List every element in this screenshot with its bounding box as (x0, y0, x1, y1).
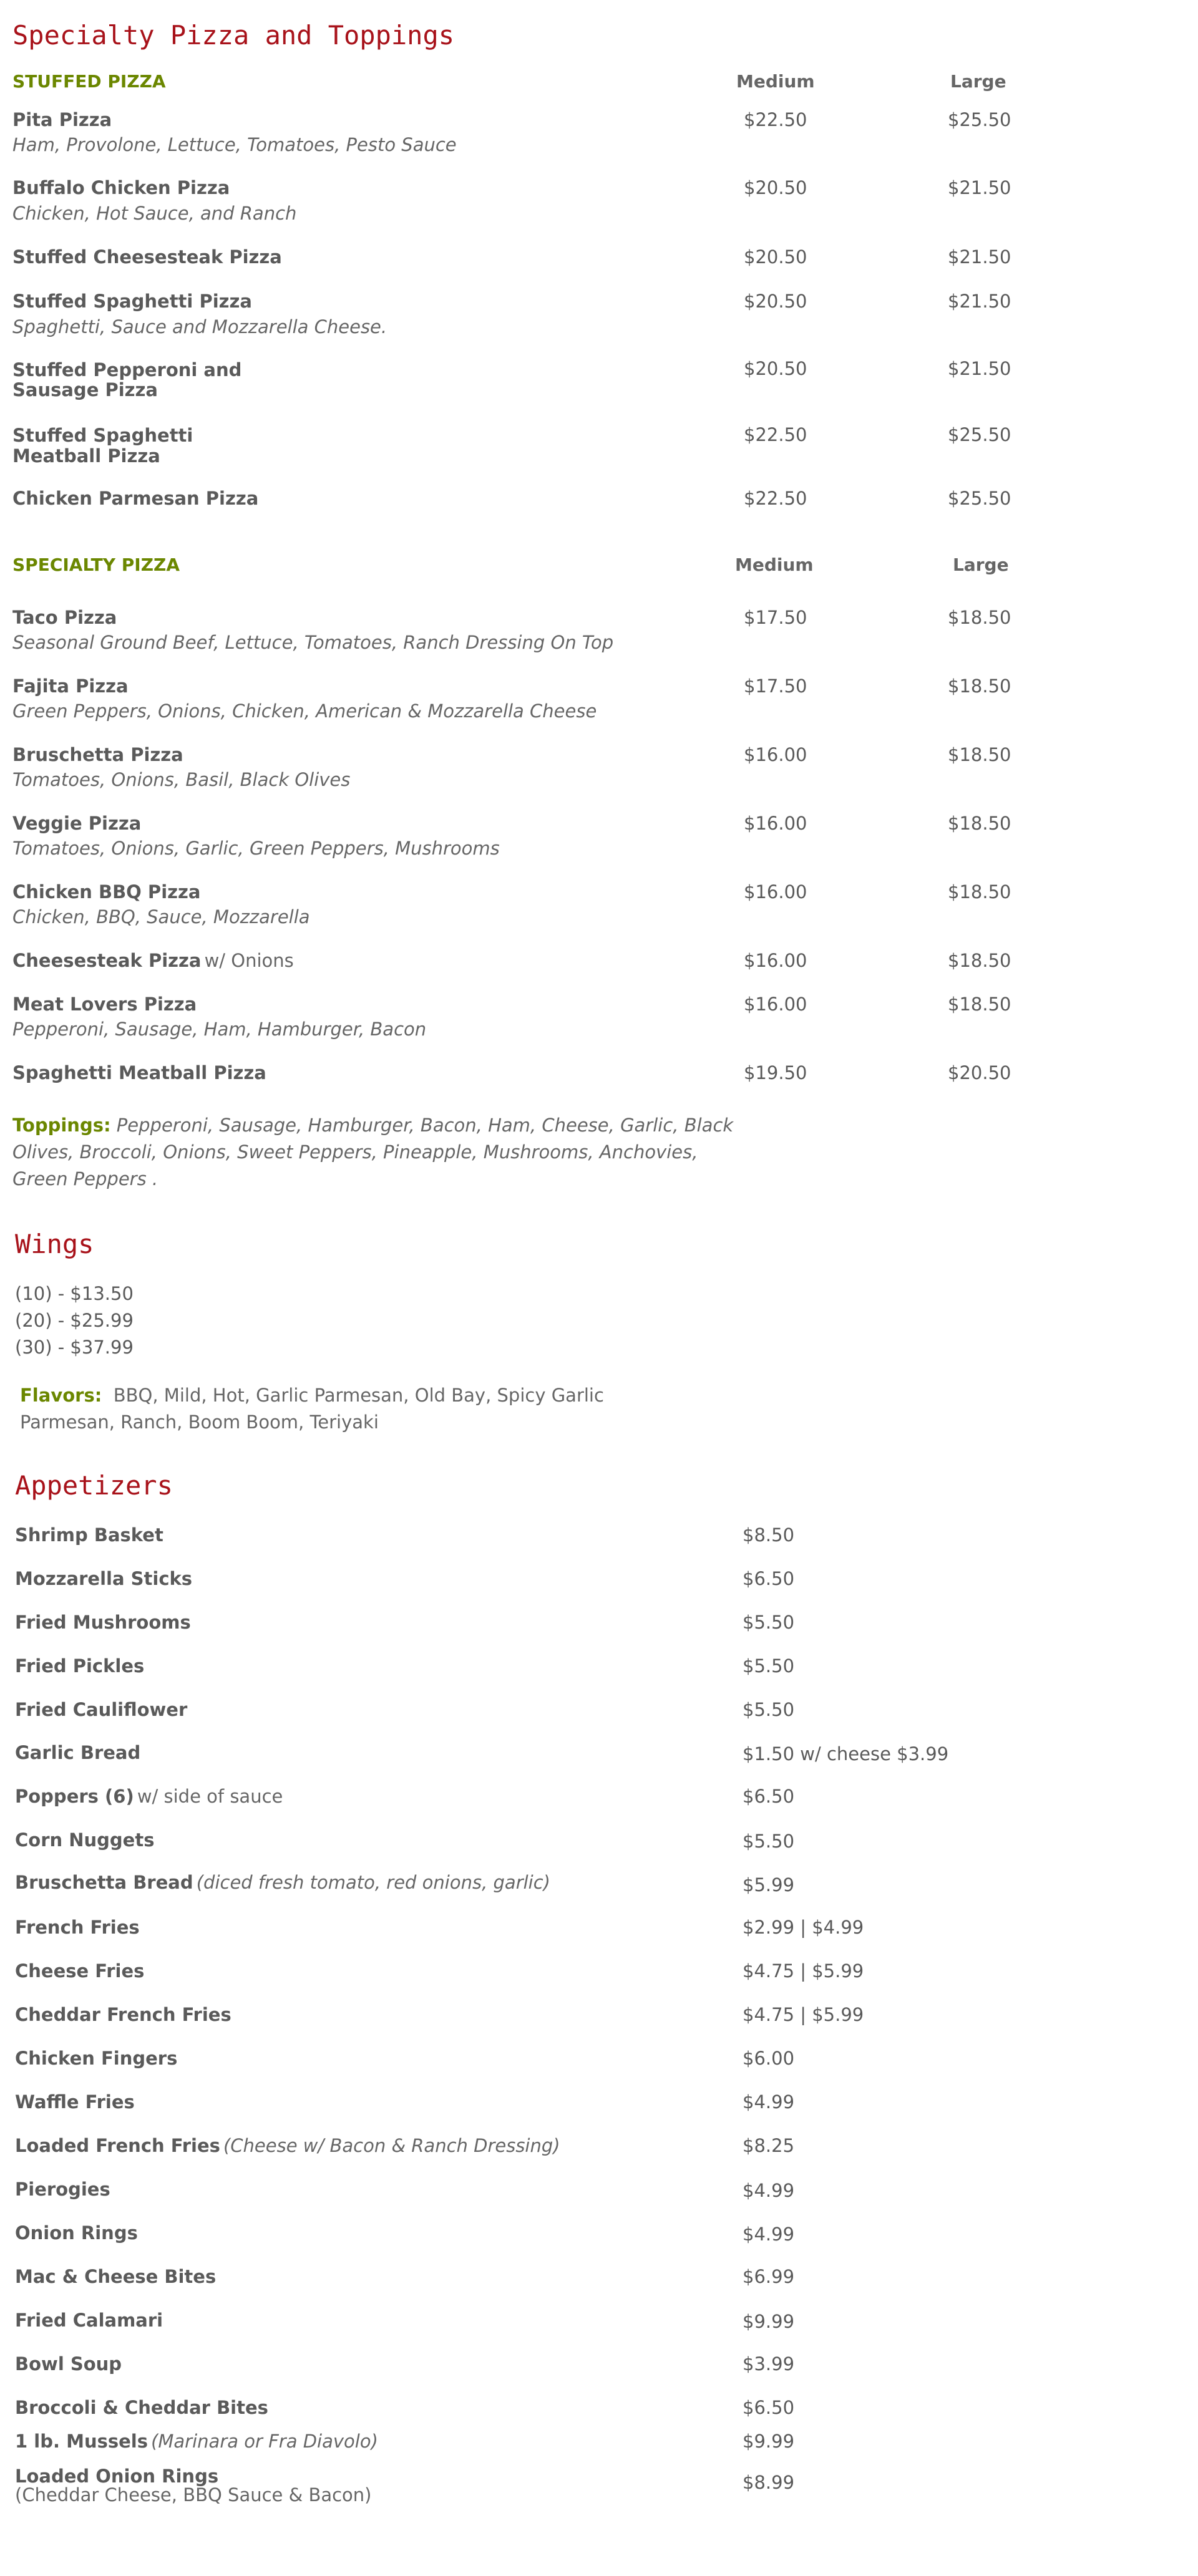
appetizer-name: Fried Cauliflower (15, 1699, 188, 1720)
medium-price: $20.50 (744, 177, 807, 198)
large-price: $18.50 (948, 675, 1011, 697)
menu-item-name: Taco Pizza (12, 607, 117, 628)
appetizer-price: $5.50 (743, 1831, 795, 1852)
menu-item-description: Chicken, BBQ, Sauce, Mozzarella (12, 906, 310, 927)
medium-price: $16.00 (744, 813, 807, 834)
medium-price: $22.50 (744, 109, 807, 130)
specialty-col-medium: Medium (735, 554, 814, 575)
menu-item-name: Stuffed Spaghetti (12, 425, 193, 446)
menu-item-description: Ham, Provolone, Lettuce, Tomatoes, Pesto Sauce (12, 134, 457, 155)
menu-item-description: Chicken, Hot Sauce, and Ranch (12, 203, 297, 224)
appetizer-price: $4.99 (743, 2224, 795, 2245)
appetizer-name: Garlic Bread (15, 1742, 141, 1763)
appetizer-name: Mozzarella Sticks (15, 1568, 193, 1589)
menu-item-name: Bruschetta Pizza (12, 744, 183, 765)
flavors-list: BBQ, Mild, Hot, Garlic Parmesan, Old Bay, Spicy Garlic Parmesan, Ranch, Boom Boom, Teriyaki (20, 1385, 604, 1433)
appetizer-price: $5.50 (743, 1612, 795, 1633)
menu-item-name: Meatball Pizza (12, 445, 160, 467)
menu-item-description: Spaghetti, Sauce and Mozzarella Cheese. (12, 316, 387, 337)
large-price: $25.50 (948, 488, 1011, 509)
appetizer-name: French Fries (15, 1917, 140, 1938)
stuffed-col-medium: Medium (736, 71, 815, 92)
specialty-col-large: Large (953, 554, 1009, 575)
appetizer-price: $8.99 (743, 2472, 795, 2493)
large-price: $25.50 (948, 109, 1011, 130)
wings-section-title: Wings (15, 1229, 94, 1259)
medium-price: $22.50 (744, 488, 807, 509)
menu-item-description: Green Peppers, Onions, Chicken, American & Mozzarella Cheese (12, 700, 597, 722)
menu-item-description: Pepperoni, Sausage, Ham, Hamburger, Bacon (12, 1019, 427, 1040)
appetizer-price: $1.50 w/ cheese $3.99 (743, 1743, 949, 1765)
appetizer-price: $6.50 (743, 2397, 795, 2418)
stuffed-col-large: Large (950, 71, 1006, 92)
appetizer-name: Loaded Onion Rings (15, 2466, 219, 2487)
appetizer-price: $6.50 (743, 1786, 795, 1807)
appetizer-row (15, 1786, 283, 1807)
appetizer-name: Waffle Fries (15, 2091, 135, 2113)
appetizer-description: (Cheese w/ Bacon & Ranch Dressing) (223, 2135, 560, 2156)
appetizer-name: Corn Nuggets (15, 1829, 155, 1851)
large-price: $21.50 (948, 177, 1011, 198)
menu-item-name: Chicken Parmesan Pizza (12, 488, 259, 509)
appetizer-subtext: (Cheddar Cheese, BBQ Sauce & Bacon) (15, 2484, 372, 2506)
appetizer-price: $5.50 (743, 1699, 795, 1720)
appetizer-price: $8.25 (743, 2135, 795, 2156)
appetizer-price: $5.99 (743, 1874, 795, 1896)
menu-item-name: Chicken BBQ Pizza (12, 881, 201, 903)
appetizer-name: Chicken Fingers (15, 2048, 178, 2069)
menu-item-description: Tomatoes, Onions, Garlic, Green Peppers, Mushrooms (12, 838, 500, 859)
appetizer-description: (diced fresh tomato, red onions, garlic) (196, 1872, 550, 1893)
appetizer-name: Bruschetta Bread (15, 1872, 193, 1893)
menu-item-name: Stuffed Pepperoni and (12, 359, 242, 380)
appetizer-name: Broccoli & Cheddar Bites (15, 2397, 268, 2418)
appetizer-price: $2.99 | $4.99 (743, 1917, 864, 1938)
appetizer-name: 1 lb. Mussels (15, 2431, 148, 2452)
menu-item-note: w/ Onions (204, 950, 294, 971)
large-price: $18.50 (948, 881, 1011, 903)
appetizer-name: Pierogies (15, 2179, 110, 2200)
medium-price: $22.50 (744, 424, 807, 445)
large-price: $21.50 (948, 291, 1011, 312)
appetizer-name: Poppers (6) (15, 1786, 134, 1807)
menu-item-name: Meat Lovers Pizza (12, 994, 197, 1015)
menu-item-name: Fajita Pizza (12, 675, 129, 697)
appetizer-name: Fried Mushrooms (15, 1612, 191, 1633)
appetizer-price: $4.99 (743, 2180, 795, 2201)
appetizer-price: $5.50 (743, 1655, 795, 1677)
wings-flavors-paragraph (20, 1382, 619, 1436)
medium-price: $17.50 (744, 675, 807, 697)
appetizer-price: $3.99 (743, 2353, 795, 2375)
toppings-label: Toppings: (12, 1115, 111, 1136)
appetizer-name: Bowl Soup (15, 2353, 122, 2375)
menu-item-name: Veggie Pizza (12, 813, 142, 834)
appetizer-price: $9.99 (743, 2431, 795, 2452)
wings-size-option: (10) - $13.50 (15, 1283, 134, 1304)
medium-price: $16.00 (744, 950, 807, 971)
appetizer-name: Fried Calamari (15, 2310, 163, 2331)
large-price: $18.50 (948, 744, 1011, 765)
menu-item-name: Spaghetti Meatball Pizza (12, 1062, 266, 1083)
medium-price: $19.50 (744, 1062, 807, 1083)
menu-item-row (12, 950, 294, 971)
medium-price: $16.00 (744, 994, 807, 1015)
large-price: $18.50 (948, 950, 1011, 971)
appetizers-section-title: Appetizers (15, 1470, 173, 1501)
appetizer-price: $9.99 (743, 2311, 795, 2332)
large-price: $21.50 (948, 358, 1011, 379)
appetizer-row (15, 2431, 378, 2452)
appetizer-name: Shrimp Basket (15, 1524, 163, 1546)
menu-item-name: Buffalo Chicken Pizza (12, 177, 230, 198)
pizza-section-title: Specialty Pizza and Toppings (12, 20, 455, 51)
appetizer-price: $8.50 (743, 1524, 795, 1546)
appetizer-name: Mac & Cheese Bites (15, 2266, 217, 2287)
menu-item-name: Sausage Pizza (12, 379, 158, 400)
appetizer-price: $6.50 (743, 1568, 795, 1589)
stuffed-pizza-heading: STUFFED PIZZA (12, 71, 166, 92)
appetizer-price: $4.75 | $5.99 (743, 2004, 864, 2025)
appetizer-name: Cheddar French Fries (15, 2004, 231, 2025)
medium-price: $20.50 (744, 358, 807, 379)
appetizer-price: $6.00 (743, 2048, 795, 2069)
large-price: $18.50 (948, 994, 1011, 1015)
appetizer-row (15, 1872, 550, 1893)
menu-item-description: Tomatoes, Onions, Basil, Black Olives (12, 769, 351, 790)
medium-price: $20.50 (744, 291, 807, 312)
toppings-list: Pepperoni, Sausage, Hamburger, Bacon, Ham, Cheese, Garlic, Black Olives, Broccoli, Onions, Sweet Peppers, Pineapple, Mushrooms, Anchovies, Green Peppers . (12, 1115, 734, 1189)
appetizer-price: $4.99 (743, 2091, 795, 2113)
specialty-pizza-heading: SPECIALTY PIZZA (12, 554, 180, 575)
medium-price: $16.00 (744, 881, 807, 903)
appetizer-description: (Marinara or Fra Diavolo) (151, 2431, 378, 2452)
wings-size-option: (30) - $37.99 (15, 1337, 134, 1358)
menu-item-name: Stuffed Cheesesteak Pizza (12, 246, 282, 268)
appetizer-name: Loaded French Fries (15, 2135, 220, 2156)
appetizer-name: Onion Rings (15, 2222, 138, 2244)
toppings-paragraph (12, 1112, 736, 1193)
menu-item-name: Cheesesteak Pizza (12, 950, 202, 971)
menu-item-description: Seasonal Ground Beef, Lettuce, Tomatoes, Ranch Dressing On Top (12, 632, 614, 653)
large-price: $18.50 (948, 607, 1011, 628)
large-price: $18.50 (948, 813, 1011, 834)
medium-price: $20.50 (744, 246, 807, 268)
menu-item-name: Pita Pizza (12, 109, 112, 130)
large-price: $20.50 (948, 1062, 1011, 1083)
appetizer-row (15, 2135, 560, 2156)
large-price: $21.50 (948, 246, 1011, 268)
appetizer-name: Fried Pickles (15, 1655, 145, 1677)
menu-item-name: Stuffed Spaghetti Pizza (12, 291, 252, 312)
appetizer-price: $6.99 (743, 2266, 795, 2287)
medium-price: $16.00 (744, 744, 807, 765)
medium-price: $17.50 (744, 607, 807, 628)
appetizer-name: Cheese Fries (15, 1960, 145, 1982)
appetizer-note: w/ side of sauce (137, 1786, 283, 1807)
appetizer-price: $4.75 | $5.99 (743, 1960, 864, 1982)
flavors-label: Flavors: (20, 1385, 102, 1406)
large-price: $25.50 (948, 424, 1011, 445)
wings-size-option: (20) - $25.99 (15, 1310, 134, 1331)
